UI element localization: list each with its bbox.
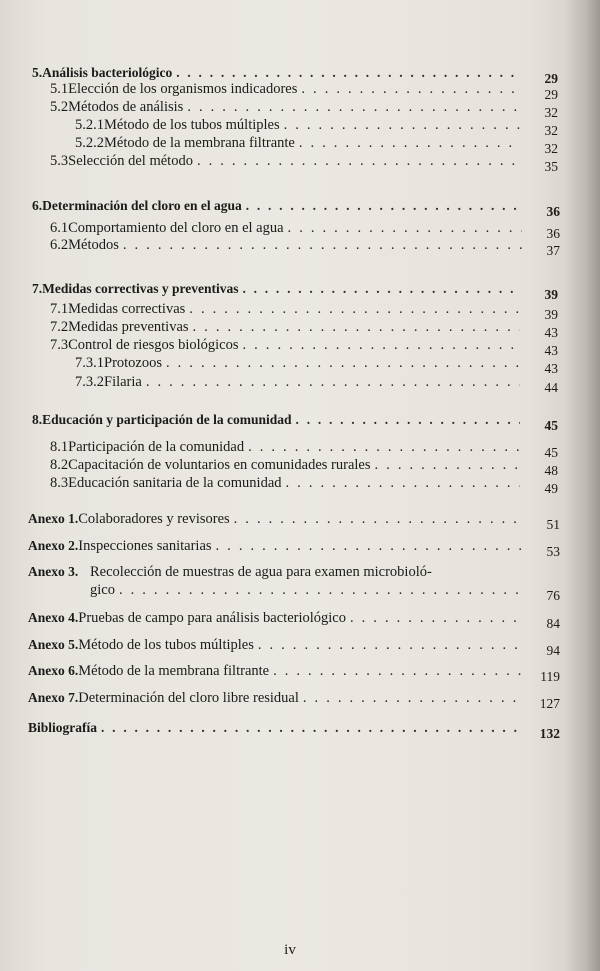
dot-leader [197, 152, 520, 170]
dot-leader [216, 537, 522, 555]
toc-entry-page: 29 [544, 87, 558, 102]
toc-entry [50, 236, 560, 258]
toc-entry [50, 318, 558, 340]
toc-entry [28, 609, 560, 631]
toc-entry-page: 94 [546, 643, 560, 658]
toc-entry-title: Educación y participación de la comunidad [42, 412, 292, 427]
toc-entry-number: 7.3.2 [75, 374, 104, 390]
toc-entry [75, 354, 558, 376]
toc-entry-page: 32 [544, 123, 558, 138]
toc-entry-title: Métodos de análisis [68, 99, 184, 115]
toc-entry [75, 134, 558, 156]
toc-entry-page: 36 [546, 226, 560, 241]
toc-entry-page: 36 [546, 204, 560, 219]
toc-entry-title: Comportamiento del cloro en el agua [68, 220, 284, 236]
toc-entry-page: 48 [544, 463, 558, 478]
dot-leader [119, 581, 522, 599]
toc-entry-title: Participación de la comunidad [68, 439, 245, 455]
dot-leader [123, 236, 522, 254]
toc-entry [50, 219, 560, 241]
toc-entry [28, 563, 560, 581]
toc-entry [32, 197, 560, 219]
toc-entry-number: Anexo 6. [28, 663, 79, 678]
toc-entry-title: Recolección de muestras de agua para examen microbioló- [90, 564, 432, 580]
toc-entry [50, 80, 558, 102]
toc-entry-page: 132 [539, 726, 560, 741]
toc-entry-page: 43 [544, 325, 558, 340]
page-folio: iv [284, 942, 296, 958]
toc-entry-title: Método de la membrana filtrante [78, 663, 270, 679]
toc-entry-number: Anexo 5. [28, 637, 79, 652]
toc-entry-page: 45 [544, 418, 558, 433]
dot-leader [189, 300, 520, 318]
dot-leader [248, 438, 520, 456]
toc-entry-number: 7. [32, 281, 43, 296]
toc-entry-title: Método de los tubos múltiples [78, 637, 254, 653]
toc-entry [50, 438, 558, 460]
toc-entry-page: 76 [546, 588, 560, 603]
toc-entry-number: 7.3.1 [75, 355, 104, 371]
dot-leader [246, 197, 522, 215]
dot-leader [288, 219, 522, 237]
toc-entry-number: 5.1 [50, 81, 69, 97]
toc-entry [28, 537, 560, 559]
toc-entry-page: 45 [544, 445, 558, 460]
toc-entry [50, 336, 558, 358]
dot-leader [350, 609, 522, 627]
toc-entry-number: 5.3 [50, 153, 69, 169]
toc-entry-title: Colaboradores y revisores [78, 511, 230, 527]
dot-leader [303, 689, 522, 707]
toc-entry-page: 44 [544, 380, 558, 395]
toc-entry-number: 7.2 [50, 319, 69, 335]
dot-leader [258, 636, 522, 654]
dot-leader [193, 318, 520, 336]
toc-entry-number: 8.3 [50, 475, 69, 491]
dot-leader [296, 411, 520, 429]
toc-entry [90, 581, 560, 603]
dot-leader [375, 456, 520, 474]
toc-entry-number: 8. [32, 412, 43, 427]
toc-entry [50, 300, 558, 322]
toc-entry-number: 7.3 [50, 337, 69, 353]
toc-entry-number: 8.2 [50, 457, 69, 473]
toc-entry-title: gico [90, 582, 115, 598]
toc-entry-title: Control de riesgos biológicos [68, 337, 239, 353]
toc-entry [32, 411, 558, 433]
toc-entry-title: Análisis bacteriológico [42, 65, 173, 80]
toc-entry [50, 152, 558, 174]
toc-entry-title: Determinación del cloro libre residual [78, 690, 299, 706]
toc-entry [32, 280, 558, 302]
toc-entry [28, 689, 560, 711]
toc-entry-number: 7.1 [50, 301, 69, 317]
toc-entry-title: Pruebas de campo para análisis bacteriológico [78, 610, 346, 626]
dot-leader [284, 116, 520, 134]
toc-entry-page: 32 [544, 105, 558, 120]
toc-entry [50, 456, 558, 478]
toc-entry [50, 474, 558, 496]
toc-entry [75, 373, 558, 395]
toc-entry [28, 662, 560, 684]
toc-entry-page: 39 [544, 307, 558, 322]
toc-entry [28, 719, 560, 741]
toc-entry-title: Inspecciones sanitarias [78, 538, 212, 554]
toc-entry-title: Medidas correctivas [68, 301, 186, 317]
toc-entry [28, 636, 560, 658]
toc-entry-page: 37 [546, 243, 560, 258]
toc-entry-page: 53 [546, 544, 560, 559]
toc-entry-number: 5. [32, 65, 43, 80]
toc-entry-number: 5.2.2 [75, 135, 104, 151]
toc-entry-number: Anexo 4. [28, 610, 79, 625]
toc-entry-title: Método de la membrana filtrante [104, 135, 295, 151]
toc-entry-title: Medidas correctivas y preventivas [42, 281, 239, 296]
toc-entry [75, 116, 558, 138]
toc-entry-page: 39 [544, 287, 558, 302]
dot-leader [273, 662, 522, 680]
dot-leader [166, 354, 520, 372]
toc-entry-page: 43 [544, 343, 558, 358]
dot-leader [243, 336, 521, 354]
toc-entry-title: Protozoos [104, 355, 162, 371]
toc-entry-title: Selección del método [68, 153, 193, 169]
toc-entry-number: Anexo 1. [28, 511, 79, 526]
dot-leader [101, 719, 522, 737]
toc-entry-title: Bibliografía [28, 720, 98, 735]
toc-entry-title: Filaria [104, 374, 142, 390]
toc-entry-title: Medidas preventivas [68, 319, 189, 335]
toc-entry-title: Educación sanitaria de la comunidad [68, 475, 282, 491]
toc-entry-number: Anexo 2. [28, 538, 79, 553]
toc-entry-page: 35 [544, 159, 558, 174]
dot-leader [286, 474, 520, 492]
toc-entry-title: Determinación del cloro en el agua [42, 198, 242, 213]
toc-entry-title: Método de los tubos múltiples [104, 117, 280, 133]
toc-entry-number: Anexo 3. [28, 564, 79, 579]
toc-entry-page: 127 [539, 696, 560, 711]
dot-leader [242, 280, 520, 298]
toc-entry-page: 119 [540, 669, 560, 684]
dot-leader [301, 80, 520, 98]
dot-leader [299, 134, 520, 152]
toc-entry-title: Elección de los organismos indicadores [68, 81, 298, 97]
toc-entry-page: 49 [544, 481, 558, 496]
toc-entry-page: 84 [546, 616, 560, 631]
toc-entry-number: 6.1 [50, 220, 69, 236]
toc-entry-page: 32 [544, 141, 558, 156]
toc-entry-title: Capacitación de voluntarios en comunidades rurales [68, 457, 371, 473]
toc-entry-page: 43 [544, 361, 558, 376]
toc-entry-page: 51 [546, 517, 560, 532]
toc-entry-number: 8.1 [50, 439, 69, 455]
dot-leader [187, 98, 520, 116]
toc-entry [28, 510, 560, 532]
toc-entry-number: Anexo 7. [28, 690, 79, 705]
dot-leader [234, 510, 522, 528]
toc-entry-number: 5.2 [50, 99, 69, 115]
toc-entry-page: 29 [544, 71, 558, 86]
toc-entry [50, 98, 558, 120]
toc-entry-number: 6.2 [50, 237, 69, 253]
toc-entry-number: 6. [32, 198, 43, 213]
toc-entry-title: Métodos [68, 237, 119, 253]
dot-leader [146, 373, 520, 391]
toc-entry-number: 5.2.1 [75, 117, 104, 133]
